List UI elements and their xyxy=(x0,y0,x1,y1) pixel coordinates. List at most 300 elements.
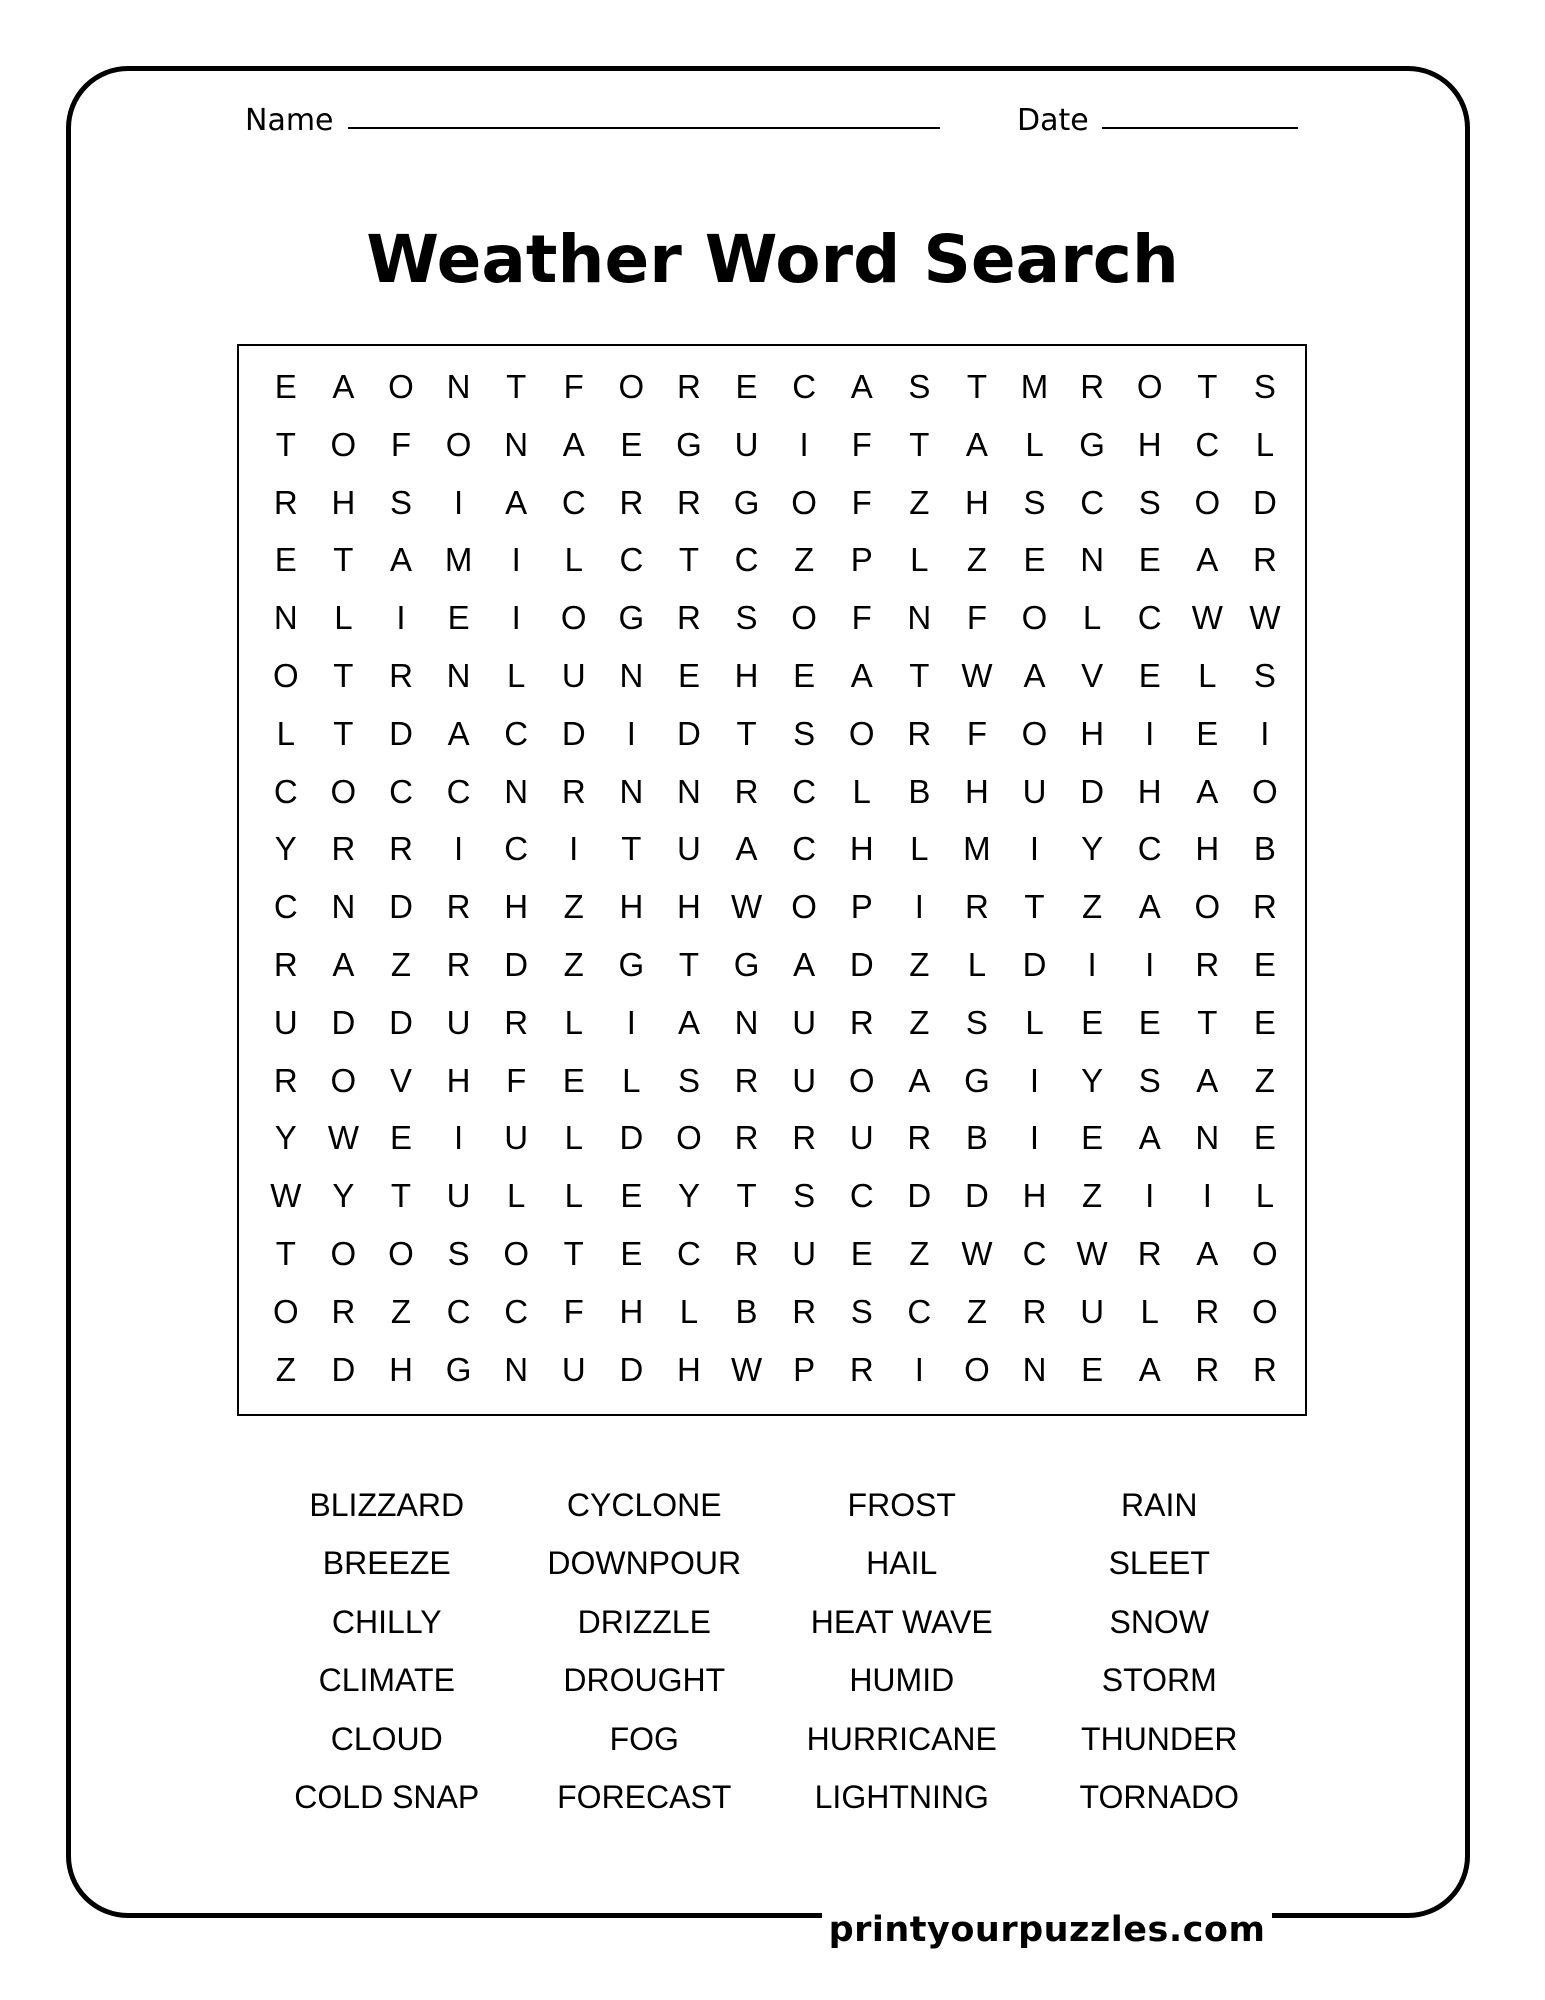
word-list-item: FROST xyxy=(847,1487,956,1523)
grid-letter: R xyxy=(446,888,471,926)
word-list-item: FORECAST xyxy=(557,1778,732,1815)
grid-letter: C xyxy=(561,483,586,521)
grid-letter: S xyxy=(1253,656,1276,694)
grid-letter: O xyxy=(791,483,817,521)
grid-letter: R xyxy=(734,1119,759,1157)
grid-letter: L xyxy=(910,830,929,868)
grid-letter: U xyxy=(1022,772,1047,810)
grid-letter: H xyxy=(1080,714,1105,752)
grid-letter: I xyxy=(799,425,809,463)
grid-letter: E xyxy=(1081,1350,1104,1388)
grid-letter: O xyxy=(330,425,357,463)
grid-letter: I xyxy=(511,599,521,637)
grid-letter: E xyxy=(850,1234,873,1272)
grid-letter: U xyxy=(792,1003,817,1041)
grid-letter: A xyxy=(1196,772,1219,810)
grid-letter: D xyxy=(1022,945,1047,983)
grid-letter: C xyxy=(273,772,298,810)
grid-letter: G xyxy=(618,945,645,983)
word-list-item: TORNADO xyxy=(1079,1778,1239,1815)
grid-letter: W xyxy=(961,1234,993,1272)
grid-letter: I xyxy=(1087,945,1097,983)
word-list-item: RAIN xyxy=(1121,1487,1198,1523)
grid-letter: T xyxy=(621,830,642,868)
date-label: Date xyxy=(1017,103,1089,138)
grid-letter: S xyxy=(793,714,816,752)
grid-letter: Z xyxy=(909,1234,930,1272)
grid-letter: R xyxy=(504,1003,529,1041)
grid-letter: D xyxy=(389,888,413,926)
grid-letter: O xyxy=(503,1234,529,1272)
grid-letter: C xyxy=(1080,483,1105,521)
grid-letter: E xyxy=(562,1061,585,1099)
grid-letter: W xyxy=(1191,599,1223,637)
grid-letter: F xyxy=(390,425,412,463)
grid-letter: Y xyxy=(274,830,297,868)
grid-letter: O xyxy=(1021,714,1048,752)
grid-letter: O xyxy=(791,888,817,926)
name-label: Name xyxy=(245,103,334,138)
word-list-item: STORM xyxy=(1101,1662,1217,1699)
grid-letter: W xyxy=(1249,599,1281,637)
grid-letter: G xyxy=(618,599,645,637)
grid-letter: C xyxy=(849,1177,874,1215)
grid-letter: O xyxy=(560,599,587,637)
grid-letter: D xyxy=(1252,483,1277,521)
grid-letter: R xyxy=(446,945,471,983)
grid-letter: O xyxy=(330,772,357,810)
grid-letter: T xyxy=(1024,888,1045,926)
grid-letter: G xyxy=(676,425,702,463)
grid-letter: R xyxy=(677,599,701,637)
page-title: Weather Word Search xyxy=(366,221,1179,298)
grid-letter: R xyxy=(677,368,701,405)
grid-letter: I xyxy=(453,1119,464,1157)
grid-letter: H xyxy=(965,772,989,810)
grid-letter: F xyxy=(563,368,584,405)
word-list-item: CHILLY xyxy=(331,1603,442,1640)
grid-letter: N xyxy=(734,1003,759,1041)
grid-letter: A xyxy=(965,425,988,463)
word-list-item: HUMID xyxy=(849,1662,955,1699)
puzzle-grid-box xyxy=(237,344,1307,1416)
grid-letter: H xyxy=(734,656,759,694)
grid-letter: A xyxy=(850,368,873,405)
grid-letter: W xyxy=(270,1177,302,1215)
grid-letter: T xyxy=(678,945,700,983)
grid-letter: T xyxy=(1197,1003,1218,1041)
grid-letter: C xyxy=(504,1292,529,1330)
grid-letter: Z xyxy=(1082,888,1103,926)
grid-letter: C xyxy=(1137,830,1162,868)
grid-letter: R xyxy=(1080,368,1105,405)
grid-letter: A xyxy=(677,1003,700,1041)
grid-letter: B xyxy=(735,1292,758,1330)
grid-letter: D xyxy=(619,1350,644,1388)
grid-letter: H xyxy=(965,483,989,521)
grid-letter: O xyxy=(445,425,472,463)
grid-letter: I xyxy=(1145,945,1155,983)
grid-letter: H xyxy=(504,888,529,926)
grid-letter: R xyxy=(734,1061,759,1099)
grid-letter: T xyxy=(909,656,930,694)
grid-letter: G xyxy=(733,483,760,521)
grid-letter: Z xyxy=(909,945,930,983)
grid-letter: A xyxy=(332,945,355,983)
grid-letter: N xyxy=(1195,1119,1220,1157)
grid-letter: L xyxy=(1025,425,1044,463)
grid-letter: R xyxy=(734,1234,759,1272)
grid-letter: O xyxy=(791,599,817,637)
grid-letter: L xyxy=(1025,1003,1044,1041)
grid-letter: E xyxy=(1196,714,1219,752)
grid-letter: R xyxy=(1195,1292,1220,1330)
word-list-item: CLOUD xyxy=(330,1720,443,1757)
grid-letter: N xyxy=(1080,541,1105,579)
grid-letter: D xyxy=(619,1119,644,1157)
grid-letter: R xyxy=(1195,1350,1220,1388)
grid-letter: N xyxy=(446,368,471,405)
grid-letter: Z xyxy=(794,541,815,579)
grid-letter: U xyxy=(273,1003,298,1041)
grid-letter: A xyxy=(1138,1350,1161,1388)
grid-letter: E xyxy=(1138,541,1161,579)
date-line xyxy=(1102,127,1298,129)
grid-letter: Y xyxy=(332,1177,355,1215)
grid-letter: U xyxy=(561,1350,586,1388)
grid-letter: F xyxy=(966,599,987,637)
grid-letter: H xyxy=(1195,830,1220,868)
grid-letter: C xyxy=(446,1292,471,1330)
grid-letter: R xyxy=(331,1292,356,1330)
grid-letter: P xyxy=(793,1350,816,1388)
grid-letter: E xyxy=(1081,1003,1104,1041)
grid-letter: S xyxy=(447,1234,470,1272)
grid-letter: L xyxy=(1198,656,1217,694)
header-fields xyxy=(0,96,1545,146)
grid-letter: G xyxy=(1079,425,1105,463)
word-list-item: SNOW xyxy=(1109,1603,1210,1640)
grid-letter: N xyxy=(446,656,471,694)
grid-letter: H xyxy=(389,1350,413,1388)
grid-letter: I xyxy=(396,599,406,637)
grid-letter: U xyxy=(734,425,759,463)
grid-letter: T xyxy=(275,1234,296,1272)
grid-letter: E xyxy=(620,1234,643,1272)
grid-letter: I xyxy=(1145,714,1155,752)
grid-letter: L xyxy=(1140,1292,1159,1330)
grid-letter: I xyxy=(453,830,464,868)
name-line xyxy=(348,127,940,129)
grid-letter: I xyxy=(1029,830,1040,868)
grid-letter: E xyxy=(620,425,643,463)
grid-letter: S xyxy=(965,1003,988,1041)
grid-letter: W xyxy=(1076,1234,1108,1272)
grid-letter: T xyxy=(506,368,527,405)
grid-letter: R xyxy=(1252,1350,1277,1388)
grid-letter: R xyxy=(792,1119,817,1157)
grid-letter: E xyxy=(1253,1119,1276,1157)
grid-letter: H xyxy=(619,888,644,926)
grid-letter: U xyxy=(561,656,586,694)
grid-letter: Y xyxy=(677,1177,700,1215)
grid-letter: E xyxy=(735,368,758,405)
grid-letter: N xyxy=(619,772,644,810)
grid-letter: R xyxy=(1022,1292,1047,1330)
grid-letter: A xyxy=(332,368,355,405)
grid-letter: D xyxy=(504,945,529,983)
grid-letter: A xyxy=(1138,888,1161,926)
grid-letter: E xyxy=(1138,656,1161,694)
grid-letter: N xyxy=(619,656,644,694)
grid-letter: U xyxy=(677,830,701,868)
grid-letter: H xyxy=(849,830,874,868)
word-list-item: CLIMATE xyxy=(318,1662,455,1699)
grid-letter: O xyxy=(330,1061,357,1099)
grid-letter: D xyxy=(965,1177,989,1215)
grid-letter: D xyxy=(331,1003,356,1041)
grid-letter: U xyxy=(504,1119,529,1157)
grid-letter: S xyxy=(735,599,758,637)
grid-letter: E xyxy=(677,656,700,694)
grid-letter: H xyxy=(677,888,701,926)
grid-letter: D xyxy=(849,945,874,983)
grid-letter: Z xyxy=(909,483,930,521)
grid-letter: T xyxy=(390,1177,412,1215)
puzzle-grid xyxy=(257,358,1294,1398)
grid-letter: S xyxy=(908,368,931,405)
grid-letter: Y xyxy=(274,1119,297,1157)
grid-letter: E xyxy=(1138,1003,1161,1041)
grid-letter: N xyxy=(504,425,529,463)
grid-letter: L xyxy=(506,656,526,694)
grid-letter: U xyxy=(792,1234,817,1272)
grid-letter: T xyxy=(333,541,354,579)
grid-letter: E xyxy=(1253,945,1276,983)
grid-letter: I xyxy=(914,888,924,926)
grid-letter: C xyxy=(273,888,298,926)
word-list-item: THUNDER xyxy=(1081,1720,1238,1757)
grid-letter: S xyxy=(850,1292,873,1330)
grid-letter: R xyxy=(273,945,298,983)
grid-letter: L xyxy=(622,1061,641,1099)
grid-letter: A xyxy=(793,945,816,983)
grid-letter: Z xyxy=(966,1292,987,1330)
grid-letter: A xyxy=(505,483,528,521)
grid-letter: R xyxy=(1252,888,1277,926)
grid-letter: F xyxy=(506,1061,527,1099)
grid-letter: L xyxy=(564,541,583,579)
grid-letter: S xyxy=(1138,483,1161,521)
grid-letter: Z xyxy=(1254,1061,1275,1099)
grid-letter: C xyxy=(792,830,817,868)
grid-letter: Z xyxy=(909,1003,930,1041)
grid-letter: N xyxy=(504,772,529,810)
grid-letter: C xyxy=(907,1292,932,1330)
grid-letter: I xyxy=(453,483,464,521)
grid-letter: U xyxy=(1080,1292,1105,1330)
grid-letter: W xyxy=(961,656,993,694)
grid-letter: A xyxy=(389,541,412,579)
grid-letter: H xyxy=(331,483,356,521)
grid-letter: R xyxy=(734,772,759,810)
grid-letter: R xyxy=(849,1003,874,1041)
grid-letter: A xyxy=(1196,1234,1219,1272)
grid-letter: C xyxy=(389,772,413,810)
grid-letter: N xyxy=(1022,1350,1047,1388)
grid-letter: Z xyxy=(275,1350,296,1388)
grid-letter: C xyxy=(1195,425,1220,463)
grid-letter: T xyxy=(678,541,700,579)
grid-letter: H xyxy=(1137,772,1162,810)
grid-letter: C xyxy=(1022,1234,1047,1272)
grid-letter: R xyxy=(389,830,413,868)
grid-letter: E xyxy=(274,541,297,579)
grid-letter: O xyxy=(1194,888,1221,926)
grid-letter: W xyxy=(730,1350,763,1388)
grid-letter: A xyxy=(908,1061,931,1099)
grid-letter: O xyxy=(1252,1292,1278,1330)
grid-letter: U xyxy=(446,1003,471,1041)
grid-letter: R xyxy=(907,714,932,752)
grid-letter: D xyxy=(1080,772,1105,810)
grid-letter: H xyxy=(446,1061,471,1099)
word-list-item: DRIZZLE xyxy=(577,1603,711,1640)
grid-letter: C xyxy=(677,1234,701,1272)
grid-letter: O xyxy=(1136,368,1163,405)
grid-letter: B xyxy=(965,1119,988,1157)
grid-letter: B xyxy=(908,772,931,810)
grid-letter: I xyxy=(1029,1119,1040,1157)
grid-letter: S xyxy=(389,483,412,521)
grid-letter: H xyxy=(619,1292,644,1330)
grid-letter: O xyxy=(676,1119,702,1157)
grid-letter: F xyxy=(851,425,872,463)
grid-letter: E xyxy=(1081,1119,1104,1157)
footer-site-name: printyourpuzzles.com xyxy=(828,1910,1266,1950)
grid-letter: Z xyxy=(966,541,987,579)
word-list xyxy=(258,1476,1288,1826)
grid-letter: A xyxy=(562,425,585,463)
grid-letter: Z xyxy=(1082,1177,1103,1215)
grid-letter: I xyxy=(1029,1061,1040,1099)
grid-letter: B xyxy=(1253,830,1276,868)
word-list-item: LIGHTNING xyxy=(814,1778,989,1815)
grid-letter: I xyxy=(626,714,636,752)
grid-letter: G xyxy=(964,1061,990,1099)
grid-letter: E xyxy=(1253,1003,1276,1041)
grid-letter: R xyxy=(561,772,586,810)
grid-letter: F xyxy=(851,483,872,521)
grid-letter: C xyxy=(619,541,644,579)
grid-letter: N xyxy=(907,599,932,637)
grid-letter: L xyxy=(564,1003,583,1041)
grid-letter: R xyxy=(677,483,701,521)
grid-letter: O xyxy=(388,1234,414,1272)
grid-letter: A xyxy=(1138,1119,1161,1157)
grid-letter: R xyxy=(331,830,356,868)
grid-letter: D xyxy=(677,714,701,752)
grid-letter: F xyxy=(851,599,872,637)
grid-letter: N xyxy=(273,599,298,637)
grid-letter: A xyxy=(850,656,873,694)
grid-letter: C xyxy=(446,772,471,810)
grid-letter: T xyxy=(275,425,296,463)
grid-letter: H xyxy=(1022,1177,1047,1215)
grid-letter: E xyxy=(620,1177,643,1215)
grid-letter: L xyxy=(967,945,987,983)
grid-letter: E xyxy=(793,656,816,694)
grid-letter: M xyxy=(1020,368,1049,405)
grid-letter: R xyxy=(907,1119,932,1157)
grid-letter: L xyxy=(679,1292,699,1330)
grid-letter: L xyxy=(1255,1177,1275,1215)
grid-letter: O xyxy=(848,714,875,752)
word-list-item: DOWNPOUR xyxy=(547,1545,742,1582)
word-list-item: HEAT WAVE xyxy=(810,1603,993,1640)
grid-letter: R xyxy=(389,656,413,694)
grid-letter: O xyxy=(848,1061,875,1099)
grid-letter: D xyxy=(907,1177,932,1215)
grid-letter: O xyxy=(1194,483,1221,521)
grid-letter: R xyxy=(1195,945,1220,983)
grid-letter: A xyxy=(1196,541,1219,579)
grid-letter: T xyxy=(966,368,987,405)
word-list-item: FOG xyxy=(609,1720,679,1757)
word-list-item: HURRICANE xyxy=(806,1720,997,1757)
grid-letter: A xyxy=(447,714,470,752)
grid-letter: Z xyxy=(563,945,584,983)
word-list-item: BLIZZARD xyxy=(309,1487,465,1523)
grid-letter: L xyxy=(276,714,295,752)
grid-letter: O xyxy=(1021,599,1048,637)
grid-letter: S xyxy=(677,1061,700,1099)
grid-letter: S xyxy=(1138,1061,1161,1099)
grid-letter: O xyxy=(272,1292,299,1330)
grid-letter: N xyxy=(504,1350,529,1388)
word-list-item: SLEET xyxy=(1108,1545,1210,1582)
grid-letter: D xyxy=(389,1003,413,1041)
grid-letter: F xyxy=(563,1292,584,1330)
grid-letter: I xyxy=(569,830,579,868)
grid-letter: A xyxy=(735,830,758,868)
grid-letter: Z xyxy=(390,945,412,983)
grid-letter: D xyxy=(561,714,586,752)
grid-letter: U xyxy=(849,1119,874,1157)
grid-letter: Z xyxy=(563,888,584,926)
grid-letter: C xyxy=(792,368,817,405)
grid-letter: O xyxy=(388,368,414,405)
grid-letter: O xyxy=(1252,1234,1278,1272)
grid-letter: R xyxy=(273,483,298,521)
grid-letter: T xyxy=(736,714,757,752)
grid-letter: C xyxy=(504,714,529,752)
grid-letter: D xyxy=(331,1350,356,1388)
grid-letter: V xyxy=(1081,656,1104,694)
grid-letter: L xyxy=(334,599,353,637)
grid-letter: R xyxy=(849,1350,874,1388)
grid-letter: I xyxy=(626,1003,636,1041)
grid-letter: S xyxy=(1253,368,1276,405)
grid-letter: Y xyxy=(1081,830,1104,868)
grid-letter: R xyxy=(792,1292,817,1330)
grid-letter: I xyxy=(914,1350,924,1388)
grid-letter: D xyxy=(389,714,413,752)
grid-letter: M xyxy=(444,541,473,579)
grid-letter: O xyxy=(1252,772,1278,810)
word-list-item: CYCLONE xyxy=(566,1487,722,1523)
grid-letter: C xyxy=(504,830,529,868)
